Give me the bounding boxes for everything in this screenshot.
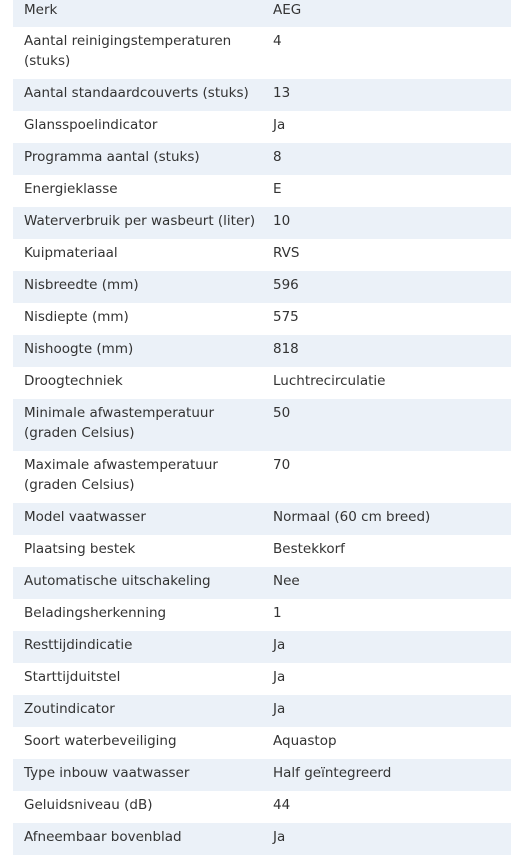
spec-label: Beladingsherkenning [24,605,167,621]
spec-label: Energieklasse [24,181,118,197]
spec-value: 13 [273,85,291,101]
spec-row-brand [13,0,511,27]
spec-value: 596 [273,277,299,293]
spec-value: Nee [273,573,300,589]
spec-label: Aantal reinigingstemperaturen (stuks) [24,33,232,69]
spec-value: Half geïntegreerd [273,765,392,781]
spec-row-installation-type [13,759,511,791]
spec-value: E [273,181,282,197]
spec-row-load-detection [13,599,511,631]
spec-row-water-consumption [13,207,511,239]
spec-row-program-count [13,143,511,175]
spec-label: Nisdiepte (mm) [24,309,129,325]
spec-label: Maximale afwastemperatuur (graden Celsius) [24,457,218,493]
spec-label: Soort waterbeveiliging [24,733,177,749]
spec-label: Geluidsniveau (dB) [24,797,153,813]
spec-row-drying-technique [13,367,511,399]
spec-value: Aquastop [273,733,337,749]
spec-row-salt-indicator [13,695,511,727]
spec-value: 50 [273,405,291,421]
spec-label: Programma aantal (stuks) [24,149,200,165]
spec-value: 818 [273,341,299,357]
spec-row-noise-level [13,791,511,823]
spec-row-energy-class [13,175,511,207]
spec-row-removable-top [13,823,511,855]
spec-label: Nisbreedte (mm) [24,277,139,293]
spec-value: 4 [273,33,282,49]
spec-label: Plaatsing bestek [24,541,136,557]
spec-label: Waterverbruik per wasbeurt (liter) [24,213,256,229]
spec-row-tub-material [13,239,511,271]
spec-value: 575 [273,309,299,325]
spec-row-min-wash-temperature [13,399,511,451]
spec-label: Starttijduitstel [24,669,121,685]
spec-value: Bestekkorf [273,541,345,557]
spec-row-cleaning-temperatures [13,27,511,79]
spec-row-niche-width [13,271,511,303]
spec-row-niche-depth [13,303,511,335]
spec-label: Kuipmateriaal [24,245,118,261]
spec-value: Ja [273,701,286,717]
spec-row-dishwasher-model [13,503,511,535]
spec-label: Merk [24,2,58,18]
spec-value: RVS [273,245,300,261]
spec-label: Zoutindicator [24,701,115,717]
spec-label: Glansspoelindicator [24,117,158,133]
spec-row-niche-height [13,335,511,367]
spec-value: Ja [273,829,286,845]
spec-row-place-settings [13,79,511,111]
spec-value: Normaal (60 cm breed) [273,509,431,525]
spec-value: Luchtrecirculatie [273,373,386,389]
spec-value: Ja [273,669,286,685]
spec-label: Minimale afwastemperatuur (graden Celsius) [24,405,215,441]
spec-value: 44 [273,797,291,813]
spec-row-max-wash-temperature [13,451,511,503]
spec-label: Model vaatwasser [24,509,146,525]
specifications-table [13,0,511,855]
spec-row-cutlery-placement [13,535,511,567]
spec-row-water-protection [13,727,511,759]
spec-row-delay-start [13,663,511,695]
spec-value: 1 [273,605,282,621]
spec-label: Afneembaar bovenblad [24,829,182,845]
spec-value: Ja [273,117,286,133]
spec-label: Nishoogte (mm) [24,341,134,357]
spec-label: Type inbouw vaatwasser [24,765,190,781]
spec-row-rinse-aid-indicator [13,111,511,143]
spec-value: 8 [273,149,282,165]
spec-row-remaining-time [13,631,511,663]
spec-value: 70 [273,457,291,473]
spec-value: AEG [273,2,302,18]
spec-label: Aantal standaardcouverts (stuks) [24,85,249,101]
spec-label: Droogtechniek [24,373,123,389]
spec-label: Automatische uitschakeling [24,573,211,589]
spec-label: Resttijdindicatie [24,637,133,653]
spec-value: 10 [273,213,291,229]
spec-value: Ja [273,637,286,653]
spec-row-auto-shutoff [13,567,511,599]
